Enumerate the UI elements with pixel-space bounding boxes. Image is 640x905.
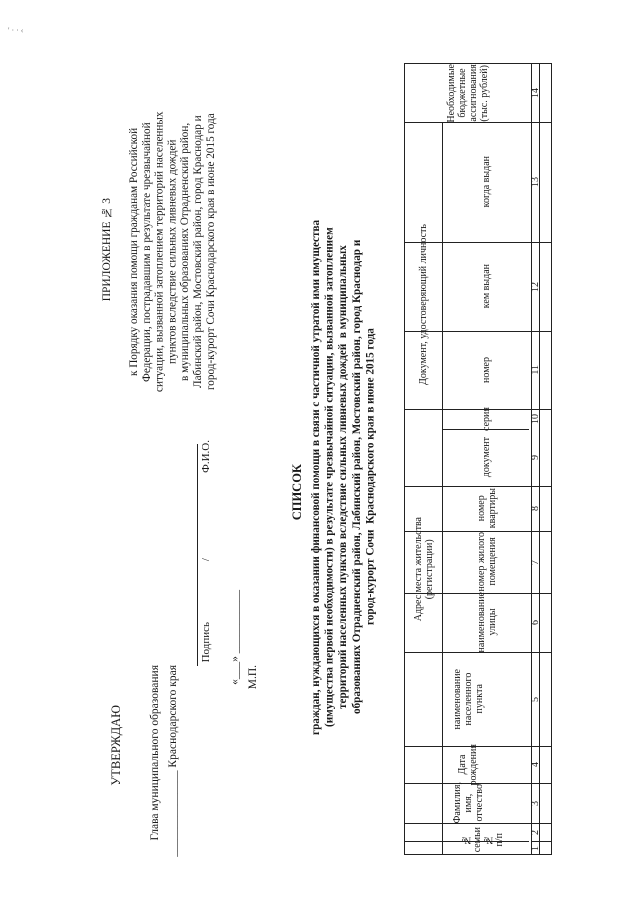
appendix-text: к Порядку оказания помощи гражданам Российской Федерации, пострадавшим в результате чрезвычайной ситуации, вызванной затоплением территорий населенных пунктов вследствие сильных ливневых дождей в муниципальных образованиях Отрадненский район, Лабинский район, Мостовский район, город Краснодар и город-курорт Сочи Краснодарского края в июне 2015 года [128, 111, 217, 393]
col-number-8: 8 [529, 506, 541, 511]
list-description: граждан, нуждающихся в оказании финансовой помощи в связи с частичной утратой ими имущества (имущества первой необходимости) в результате чрезвычайной ситуации, вызванной затоплением территорий населенных пунктов вследствие сильных ливневых дождей в муниципальных образованиях Отрадненский район, Лабинский район, Мостовский район, город Краснодар и город-курорт Сочи Краснодарского края в июне 2015 года [310, 219, 377, 735]
col-header-10: серия [481, 407, 492, 431]
col-number-4: 4 [529, 762, 541, 767]
approval-title: УТВЕРЖДАЮ [109, 705, 123, 786]
col-number-3: 3 [529, 800, 541, 806]
scan-specks: ' · · ‹ [8, 26, 24, 35]
signature-line [197, 444, 198, 666]
col-number-14: 14 [529, 88, 541, 98]
col-header-1-2: № семьи № п/п [461, 826, 505, 853]
col-number-13: 13 [529, 177, 541, 187]
col-header-7: номер жилого помещения [475, 532, 498, 592]
group-document-header: Документ, удостоверяющий личность [418, 223, 429, 385]
col-header-13: когда выдан [481, 156, 492, 208]
beneficiary-table [404, 63, 552, 855]
col-header-3: Фамилия, имя, отчество [451, 782, 485, 824]
approval-line1: Глава муниципального образования [149, 665, 161, 841]
col-header-8: номер квартиры [475, 488, 498, 529]
col-header-14: Необходимые бюджетные ассигнования (тыс. рублей) [446, 63, 490, 123]
signature-label: Подпись [200, 622, 212, 663]
col-number-12: 12 [529, 281, 541, 292]
col-number-11: 11 [529, 365, 541, 375]
list-title: СПИСОК [290, 464, 304, 521]
col-header-12: кем выдан [481, 264, 492, 309]
stamp-mp: М.П. [247, 665, 259, 690]
approval-line2: _______________ Краснодарского края [167, 665, 179, 857]
approval-date: «___» ___________ [229, 590, 241, 685]
col-header-11: номер [481, 357, 492, 383]
col-number-1: 1 [529, 846, 541, 851]
col-number-10: 10 [529, 414, 541, 424]
signature-slash: / [200, 558, 212, 562]
col-number-2: 2 [529, 829, 541, 835]
fio-label: Ф.И.О. [200, 440, 212, 473]
col-number-5: 5 [529, 696, 541, 702]
group-address-header: Адрес места жительства (регистрации) [412, 516, 435, 622]
col-header-4: Дата рождения [457, 743, 479, 786]
col-number-7: 7 [529, 559, 541, 565]
col-number-6: 6 [529, 620, 541, 625]
col-header-9: документ [481, 437, 492, 478]
col-number-9: 9 [529, 455, 541, 460]
appendix-title: ПРИЛОЖЕНИЕ № 3 [101, 198, 113, 302]
col-header-6: наименование улицы [475, 592, 498, 653]
col-header-5: наименование населенного пункта [451, 668, 485, 730]
